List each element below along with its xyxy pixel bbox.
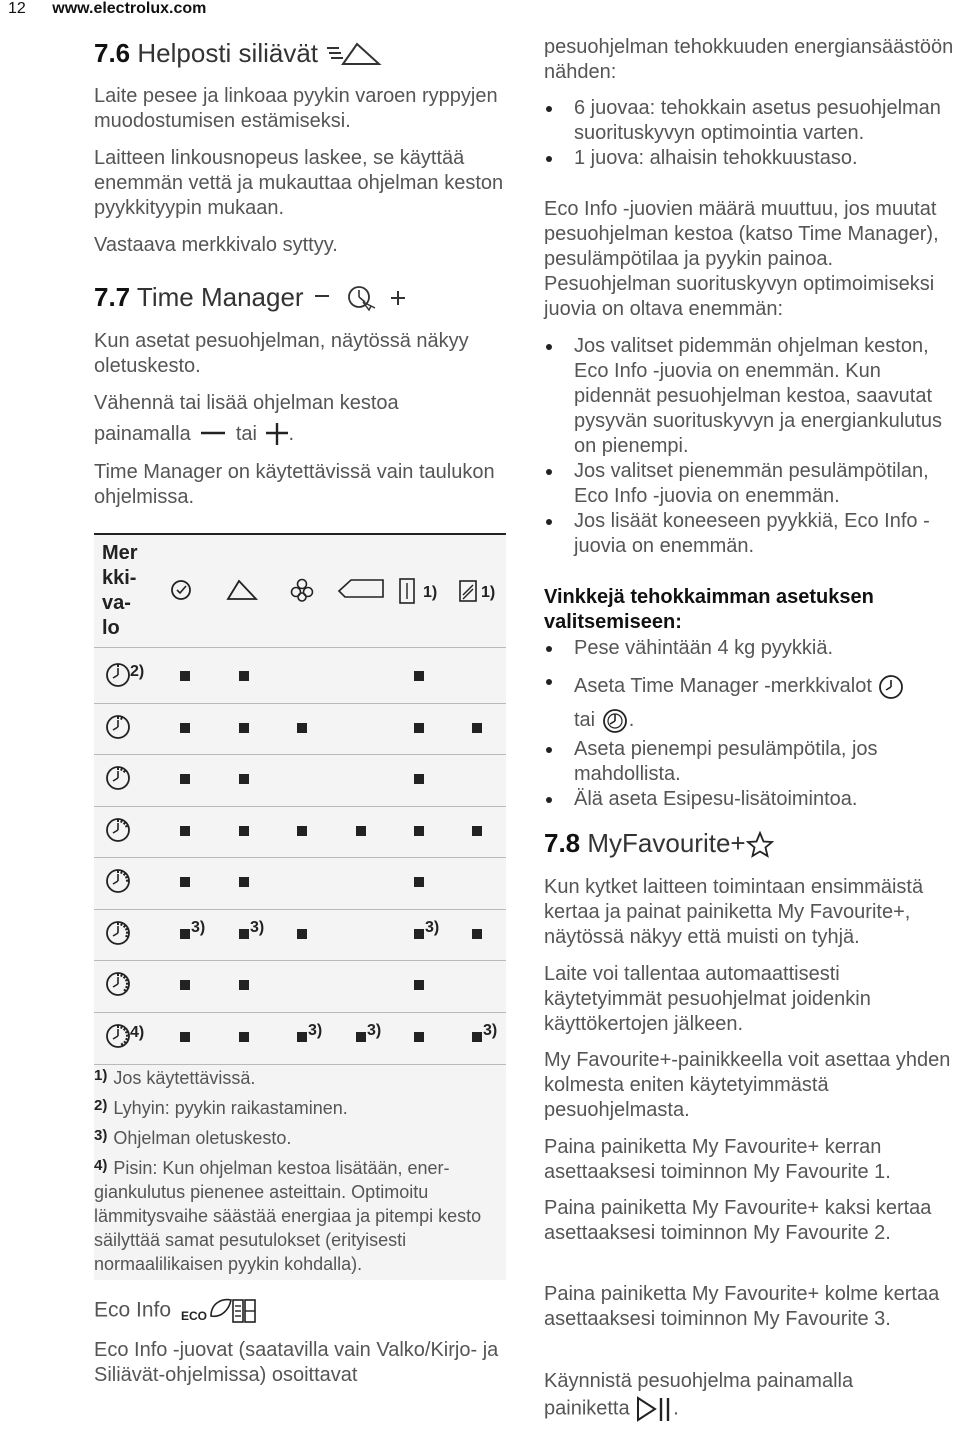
- section-7-7-heading: [94, 282, 411, 314]
- eco-bullets-2: [544, 334, 954, 559]
- clock-level-1-icon: [104, 661, 132, 694]
- svg-text:1): 1): [481, 584, 496, 601]
- play-pause-icon: [635, 1394, 673, 1424]
- wool-icon: [337, 577, 385, 606]
- s78-para-2: Laite voi tallentaa automaattisesti käytetyimmät pesuohjelmat joidenkin käyttökertojen jälkeen.: [544, 963, 871, 1035]
- table-mark: [414, 671, 424, 681]
- table-mark: [180, 671, 190, 681]
- mark-footnote: 3): [250, 918, 265, 936]
- row-divider: [94, 857, 506, 858]
- table-mark: [180, 980, 190, 990]
- clock-level-4-icon: [104, 816, 132, 849]
- table-mark: [472, 1032, 482, 1042]
- steam-icon: [397, 577, 449, 612]
- list-item: 6 juovaa: tehokkain asetus pesuohjelman suorituskyvyn optimointia varten.: [544, 96, 954, 146]
- table-header-label: Mer kki- va- lo: [102, 542, 138, 639]
- table-mark: [180, 1032, 190, 1042]
- table-mark: [472, 929, 482, 939]
- s78-para-5: Paina painiketta My Favourite+ kaksi kertaa asettaaksesi toiminnon My Favourite 2.: [544, 1197, 932, 1244]
- clock-level-3-icon: [104, 764, 132, 797]
- clock-level-7-icon: [104, 970, 132, 1003]
- mark-footnote: 3): [308, 1021, 323, 1039]
- eco-info-heading: Eco Info ECO: [94, 1296, 259, 1326]
- section-number: 7.8: [544, 828, 581, 858]
- table-mark: [472, 826, 482, 836]
- row-divider: [94, 806, 506, 807]
- s76-para-1: Laite pesee ja linkoaa pyykin varoen ryppyjen muodostumisen estämiseksi.: [94, 85, 498, 132]
- footnote-2: $^{2)}$ Lyhyin: pyykin raikastaminen.: [94, 1097, 348, 1118]
- svg-text:ECO: ECO: [180, 1309, 207, 1323]
- table-mark: [414, 929, 424, 939]
- list-item: Aseta pienempi pesulämpötila, jos mahdollista.: [544, 737, 954, 787]
- easy-iron-icon: [325, 40, 383, 70]
- list-item: Pese vähintään 4 kg pyykkiä.: [544, 636, 954, 661]
- delicates-icon: [289, 577, 315, 608]
- mark-footnote: 3): [191, 918, 206, 936]
- list-item: Jos lisäät koneeseen pyykkiä, Eco Info -juovia on enemmän.: [544, 509, 954, 559]
- table-mark: [239, 877, 249, 887]
- clock-level-1-icon: [877, 673, 905, 701]
- tips-list: [544, 636, 954, 812]
- footnote-4: $^{4)}$ Pisin: Kun ohjelman kestoa lisätään, ener- giankulutus pienenee asteittain. Optimoitu lämmitysvaihe säästää energiaa ja pitempi kesto säilyttää samat pesutulokset (erityisesti normaalilikaisen pyykin kohdalla).: [94, 1157, 482, 1274]
- s77-para-2-line-2: painamalla tai .: [94, 423, 295, 445]
- table-mark: [239, 774, 249, 784]
- row-divider: [94, 909, 506, 910]
- clock-level-8-icon: [601, 707, 629, 735]
- list-item: Jos valitset pidemmän ohjelman keston, Eco Info -juovia on enemmän. Kun pidennät pesuohjelman kestoa, saavutat pysyvän suorituskyvyn ja energiankulutus on pienempi.: [544, 334, 954, 459]
- table-mark: [297, 1032, 307, 1042]
- row-footnote-mark: 4): [130, 1023, 145, 1041]
- list-item: Jos valitset pienemmän pesulämpötilan, Eco Info -juovia on enemmän.: [544, 459, 954, 509]
- star-icon: [746, 831, 774, 859]
- list-item: 1 juova: alhaisin tehokkuustaso.: [544, 146, 954, 171]
- table-mark: [472, 723, 482, 733]
- table-mark: [297, 826, 307, 836]
- mark-footnote: 3): [483, 1021, 498, 1039]
- table-mark: [356, 1032, 366, 1042]
- section-number: 7.6: [94, 38, 131, 68]
- table-mark: [239, 671, 249, 681]
- table-mark: [414, 826, 424, 836]
- table-mark: [414, 1032, 424, 1042]
- s76-para-3: Vastaava merkkivalo syttyy.: [94, 234, 338, 256]
- table-mark: [239, 723, 249, 733]
- table-header-rule: [94, 647, 506, 648]
- section-number: 7.7: [94, 282, 131, 312]
- time-manager-icon: [311, 284, 411, 314]
- eco-info-para: Eco Info -juovat (saatavilla vain Valko/Kirjo- ja Siliävät-ohjelmissa) osoittavat: [94, 1339, 499, 1386]
- table-mark: [414, 774, 424, 784]
- clock-level-6-icon: [104, 919, 132, 952]
- table-mark: [180, 774, 190, 784]
- s77-para-3: Time Manager on käytettävissä vain taulukon ohjelmissa.: [94, 461, 495, 508]
- page-header: [8, 0, 206, 18]
- list-item: Älä aseta Esipesu-lisätoimintoa.: [544, 787, 954, 812]
- tips-heading: Vinkkejä tehokkaimman asetuksen valitsemiseen:: [544, 586, 874, 633]
- table-mark: [239, 826, 249, 836]
- s77-para-2-line-1: Vähennä tai lisää ohjelman kestoa: [94, 392, 399, 414]
- denim-icon: [457, 577, 507, 612]
- row-footnote-mark: 2): [130, 663, 145, 680]
- clock-level-5-icon: [104, 867, 132, 900]
- s78-para-7: Käynnistä pesuohjelma painamalla painiketta .: [544, 1369, 954, 1424]
- section-title: Helposti siliävät: [137, 38, 319, 68]
- plus-icon: [265, 423, 289, 447]
- table-mark: [414, 980, 424, 990]
- s77-para-1: Kun asetat pesuohjelman, näytössä näkyy oletuskesto.: [94, 330, 469, 377]
- row-divider: [94, 703, 506, 704]
- table-top-rule: [94, 533, 506, 535]
- page-number: 12: [8, 0, 26, 17]
- s78-para-6: Paina painiketta My Favourite+ kolme kertaa asettaaksesi toiminnon My Favourite 3.: [544, 1283, 940, 1330]
- table-mark: [180, 826, 190, 836]
- s78-para-3: My Favourite+-painikkeella voit asettaa yhden kolmesta eniten käytetyimmästä pesuohjelmasta.: [544, 1049, 951, 1121]
- section-title: MyFavourite+: [587, 828, 746, 858]
- cotton-icon: [168, 577, 194, 608]
- synthetics-icon: [225, 577, 259, 608]
- row-divider: [94, 960, 506, 961]
- row-divider: [94, 1012, 506, 1013]
- table-mark: [297, 929, 307, 939]
- table-mark: [239, 980, 249, 990]
- section-7-6-heading: [94, 38, 383, 70]
- footnote-3: $^{3)}$ Ohjelman oletuskesto.: [94, 1127, 292, 1148]
- table-mark: [239, 929, 249, 939]
- s76-para-2: Laitteen linkousnopeus laskee, se käyttää enemmän vettä ja mukauttaa ohjelman keston pyykkityypin mukaan.: [94, 147, 504, 219]
- table-mark: [180, 877, 190, 887]
- mark-footnote: 3): [367, 1021, 382, 1039]
- s78-para-4: Paina painiketta My Favourite+ kerran asettaaksesi toiminnon My Favourite 1.: [544, 1136, 891, 1183]
- table-mark: [414, 723, 424, 733]
- site-url[interactable]: www.electrolux.com: [52, 0, 207, 17]
- clock-level-8-icon: [104, 1022, 132, 1055]
- table-mark: [414, 877, 424, 887]
- mark-footnote: 3): [425, 918, 440, 936]
- table-mark: [356, 826, 366, 836]
- section-7-8-heading: [544, 828, 774, 859]
- right-para-0: pesuohjelman tehokkuuden energiansäästöön nähden:: [544, 36, 954, 83]
- eco-info-icon: [181, 1296, 259, 1326]
- table-mark: [239, 1032, 249, 1042]
- eco-bullets-1: [544, 96, 954, 171]
- list-item: Aseta Time Manager -merkkivalot tai .: [544, 669, 954, 737]
- footnote-1: $^{1)}$ Jos käytettävissä.: [94, 1067, 256, 1088]
- table-mark: [297, 723, 307, 733]
- section-title: Time Manager: [136, 282, 304, 312]
- right-para-1: Eco Info -juovien määrä muuttuu, jos muutat pesuohjelman kestoa (katso Time Manager), pesulämpötilaa ja pyykin painoa. Pesuohjelman suorituskyvyn optimoimiseksi juovia on oltava enemmän:: [544, 198, 939, 320]
- table-mark: [180, 929, 190, 939]
- row-divider: [94, 754, 506, 755]
- table-mark: [180, 723, 190, 733]
- minus-icon: [200, 427, 226, 443]
- clock-level-2-icon: [104, 713, 132, 746]
- s78-para-1: Kun kytket laitteen toimintaan ensimmäistä kertaa ja painat painiketta My Favourite+, näytössä näkyy että muisti on tyhjä.: [544, 876, 924, 948]
- svg-text:1): 1): [423, 584, 438, 601]
